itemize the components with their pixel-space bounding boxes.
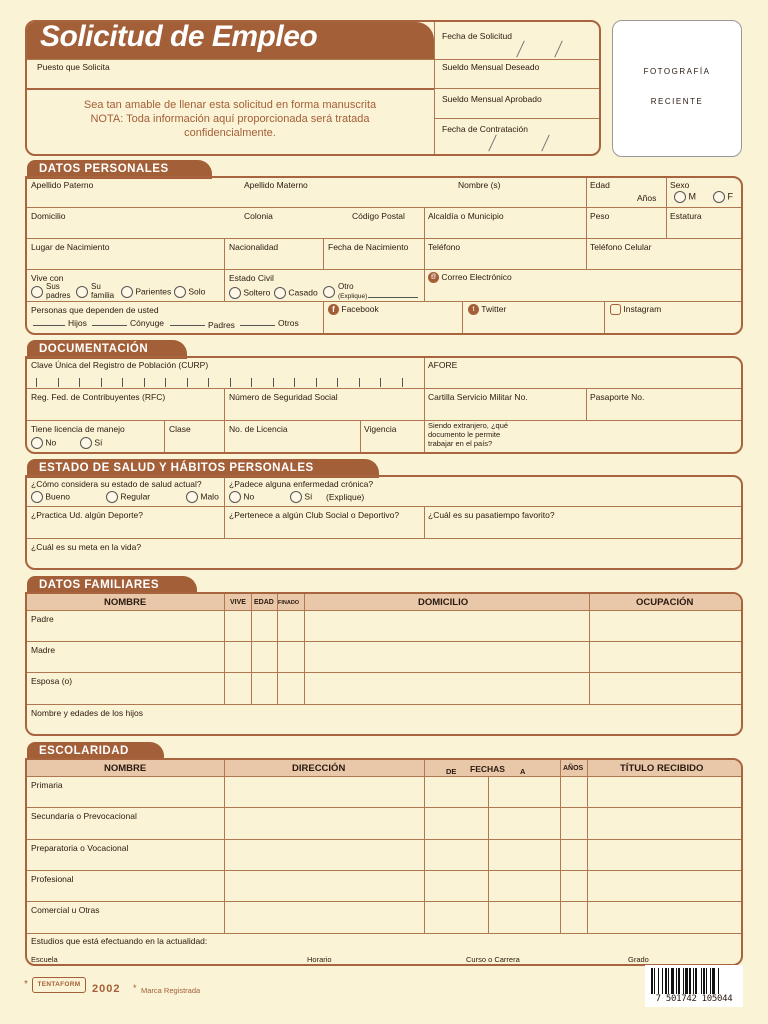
sexo-f-label: F (727, 191, 734, 202)
clase-label: Clase (169, 424, 191, 434)
note-line-1: Sea tan amable de llenar esta solicitud en forma manuscrita (83, 99, 377, 111)
curp-char-tick (101, 378, 102, 387)
curp-char-tick (316, 378, 317, 387)
star-icon: * (24, 979, 28, 990)
extranjero-line-2: documento le permite (428, 430, 501, 439)
sexo-f-option[interactable] (713, 191, 733, 203)
cronica-label: ¿Padece alguna enfermedad crónica? (229, 479, 374, 489)
extranjero-line-1: Siendo extranjero, ¿qué (428, 421, 509, 430)
cronica-si-option[interactable] (290, 491, 312, 503)
club-label: ¿Pertenece a algún Club Social o Deportivo? (229, 510, 400, 520)
vive-su-familia-option[interactable] (76, 282, 114, 300)
esc-col-nombre: NOMBRE (104, 763, 147, 774)
otro-option[interactable] (323, 282, 367, 301)
afore-label: AFORE (428, 360, 458, 370)
fecha-solicitud-label: Fecha de Solicitud (442, 31, 512, 41)
fam-row-padre: Padre (31, 614, 54, 624)
meta-label: ¿Cuál es su meta en la vida? (31, 542, 142, 552)
puesto-label: Puesto que Solicita (37, 62, 110, 72)
section-tab-documentacion: DOCUMENTACIÓN (27, 340, 187, 359)
star-icon: * (133, 983, 137, 993)
curp-char-tick (208, 378, 209, 387)
barcode-bar (671, 968, 674, 994)
pasaporte-label: Pasaporte No. (590, 392, 645, 402)
curp-char-tick (79, 378, 80, 387)
curp-field[interactable] (36, 377, 416, 387)
extranjero-label (428, 421, 508, 448)
barcode-bar (658, 968, 659, 994)
note-line-3: confidencialmente. (184, 127, 276, 139)
barcode-bar (668, 968, 669, 994)
otro-explique-label: (Explique) (338, 293, 368, 300)
barcode-bar (654, 968, 655, 994)
curp-char-tick (273, 378, 274, 387)
barcode-bar (695, 968, 697, 994)
sus-label: Sus (46, 282, 60, 291)
radio-icon (674, 191, 686, 203)
curp-char-tick (165, 378, 166, 387)
radio-icon (106, 491, 118, 503)
barcode-bar (683, 968, 684, 994)
apellido-paterno-label: Apellido Paterno (31, 180, 94, 190)
peso-label: Peso (590, 211, 610, 221)
barcode-bar (701, 968, 702, 994)
pasatiempo-label: ¿Cuál es su pasatiempo favorito? (428, 510, 555, 520)
barcode-bar (665, 968, 667, 994)
barcode-number: 7 501742 105044 (655, 994, 733, 1004)
correo-field[interactable] (428, 272, 512, 283)
facebook-icon: f (328, 304, 339, 315)
otros-label: Otros (278, 318, 299, 328)
instagram-label: Instagram (623, 304, 662, 314)
section-tab-escolaridad: ESCOLARIDAD (27, 742, 164, 761)
sueldo-aprobado-label: Sueldo Mensual Aprobado (442, 94, 542, 104)
instagram-field[interactable] (610, 304, 661, 315)
barcode-bar (678, 968, 680, 994)
marca-registrada: Marca Registrada (141, 986, 201, 995)
licencia-no-label: No (45, 437, 57, 448)
lugar-nacimiento-label: Lugar de Nacimiento (31, 242, 110, 252)
conyuge-label: Cónyuge (130, 318, 165, 328)
fam-row-esposa: Esposa (o) (31, 676, 73, 686)
documentacion-box (25, 356, 743, 454)
esc-col-a: A (520, 767, 526, 776)
curp-char-tick (294, 378, 295, 387)
radio-icon (31, 437, 43, 449)
sexo-m-label: M (688, 191, 697, 202)
curp-label: Clave Única del Registro de Población (CURP) (31, 360, 209, 370)
correo-label: Correo Electrónico (441, 272, 512, 282)
telefono-label: Teléfono (428, 242, 461, 252)
horario-label: Horario (307, 955, 332, 964)
barcode-bar (651, 968, 653, 994)
esc-col-anos: AÑOS (563, 765, 584, 772)
edad-label: Edad (590, 180, 610, 190)
bueno-label: Bueno (45, 491, 70, 502)
twitter-field[interactable] (468, 304, 506, 315)
apellido-materno-label: Apellido Materno (244, 180, 308, 190)
sexo-label: Sexo (670, 180, 690, 190)
curp-char-tick (122, 378, 123, 387)
radio-icon (31, 491, 43, 503)
esc-row-comercial: Comercial u Otras (31, 905, 100, 915)
radio-icon (31, 286, 43, 298)
twitter-label: Twitter (481, 304, 507, 314)
curp-char-tick (58, 378, 59, 387)
cronica-no-label: No (243, 491, 255, 502)
footer-year: 2002 (92, 983, 121, 995)
licencia-si-label: Sí (94, 437, 103, 448)
curp-char-tick (380, 378, 381, 387)
no-licencia-label: No. de Licencia (229, 424, 288, 434)
email-icon: @ (428, 272, 439, 283)
nacionalidad-label: Nacionalidad (229, 242, 279, 252)
barcode-bar (718, 968, 719, 994)
telefono-celular-label: Teléfono Celular (590, 242, 652, 252)
instructions-note (40, 98, 420, 140)
licencia-no-option[interactable] (31, 437, 56, 449)
esc-row-preparatoria: Preparatoria o Vocacional (31, 843, 129, 853)
rfc-label: Reg. Fed. de Contribuyentes (RFC) (31, 392, 166, 402)
radio-icon (323, 286, 335, 298)
sueldo-deseado-label: Sueldo Mensual Deseado (442, 62, 540, 72)
nombre-label: Nombre (s) (458, 180, 501, 190)
fam-col-ocupacion: OCUPACIÓN (636, 597, 694, 608)
radio-icon (80, 437, 92, 449)
soltero-option[interactable] (229, 287, 270, 299)
fam-hijos-label: Nombre y edades de los hijos (31, 708, 143, 718)
vive-sus-padres-option[interactable] (31, 282, 70, 300)
padres-dep-label: Padres (208, 320, 235, 330)
vigencia-label: Vigencia (364, 424, 397, 434)
barcode-bar (710, 968, 711, 994)
alcaldia-label: Alcaldía o Municipio (428, 211, 504, 221)
fam-col-domicilio: DOMICILIO (418, 597, 469, 608)
fam-col-vive: VIVE (230, 599, 246, 606)
fam-col-finado: FINADO (278, 600, 300, 606)
curp-char-tick (187, 378, 188, 387)
salud-box (25, 475, 743, 570)
casado-label: Casado (288, 287, 318, 298)
estudios-actuales-label: Estudios que está efectuando en la actualidad: (31, 936, 208, 946)
barcode-bar (689, 968, 691, 994)
extranjero-line-3: trabajar en el país? (428, 439, 493, 448)
facebook-label: Facebook (341, 304, 379, 314)
brand-logo (32, 977, 86, 993)
salud-malo-option[interactable] (186, 491, 219, 503)
vive-con-label: Vive con (31, 273, 64, 283)
su-label: Su (91, 282, 101, 291)
esc-col-direccion: DIRECCIÓN (292, 763, 346, 774)
instagram-icon (610, 304, 621, 315)
barcode (645, 965, 743, 1007)
esc-row-secundaria: Secundaria o Prevocacional (31, 811, 137, 821)
vive-solo-option[interactable] (174, 286, 205, 298)
esc-col-de: DE (446, 767, 457, 776)
salud-estado-label: ¿Cómo considera su estado de salud actual? (31, 479, 202, 489)
colonia-label: Colonia (244, 211, 273, 221)
cronica-si-label: Sí (304, 491, 313, 502)
vive-parientes-option[interactable] (121, 286, 171, 298)
radio-icon (713, 191, 725, 203)
barcode-bar (693, 968, 694, 994)
section-tab-familiares: DATOS FAMILIARES (27, 576, 197, 595)
barcode-bar (662, 968, 663, 994)
esc-row-primaria: Primaria (31, 780, 63, 790)
curp-char-tick (337, 378, 338, 387)
photo-label-2: RECIENTE (650, 97, 704, 106)
barcode-bar (685, 968, 688, 994)
codigo-postal-label: Código Postal (352, 211, 405, 221)
radio-icon (229, 491, 241, 503)
photo-label-1: FOTOGRAFÍA (643, 67, 711, 76)
parientes-label: Parientes (135, 286, 172, 297)
escuela-label: Escuela (31, 955, 58, 964)
curp-char-tick (359, 378, 360, 387)
cronica-no-option[interactable] (229, 491, 254, 503)
puesto-field[interactable] (120, 60, 430, 86)
cronica-explique-label: (Explique) (326, 492, 365, 502)
fecha-contratacion-label: Fecha de Contratación (442, 124, 528, 134)
radio-icon (174, 286, 186, 298)
hijos-label: Hijos (68, 318, 87, 328)
padres-label: padres (46, 291, 71, 300)
esc-row-profesional: Profesional (31, 874, 74, 884)
fam-col-edad: EDAD (254, 599, 274, 606)
radio-icon (290, 491, 302, 503)
nss-label: Número de Seguridad Social (229, 392, 338, 402)
form-title: Solicitud de Empleo (40, 20, 318, 53)
regular-label: Regular (120, 491, 151, 502)
barcode-bar (706, 968, 707, 994)
anos-label: Años (637, 193, 657, 203)
curp-char-tick (36, 378, 37, 387)
curso-label: Curso o Carrera (466, 955, 520, 964)
section-tab-personales: DATOS PERSONALES (27, 160, 212, 179)
radio-icon (186, 491, 198, 503)
casado-option[interactable] (274, 287, 318, 299)
barcode-bar (703, 968, 705, 994)
curp-char-tick (251, 378, 252, 387)
soltero-label: Soltero (243, 287, 271, 298)
deporte-label: ¿Practica Ud. algún Deporte? (31, 510, 143, 520)
radio-icon (229, 287, 241, 299)
radio-icon (76, 286, 88, 298)
curp-char-tick (230, 378, 231, 387)
estatura-label: Estatura (670, 211, 702, 221)
fam-row-madre: Madre (31, 645, 56, 655)
barcode-bar (712, 968, 715, 994)
fecha-nacimiento-label: Fecha de Nacimiento (328, 242, 409, 252)
grado-label: Grado (628, 955, 649, 964)
twitter-icon: t (468, 304, 479, 315)
salud-regular-option[interactable] (106, 491, 150, 503)
licencia-label: Tiene licencia de manejo (31, 424, 125, 434)
brand-logo-text: TENTAFORM (37, 981, 81, 988)
estado-civil-label: Estado Civil (229, 273, 274, 283)
sexo-m-option[interactable] (674, 191, 696, 203)
escolaridad-box (25, 758, 743, 966)
radio-icon (274, 287, 286, 299)
curp-char-tick (144, 378, 145, 387)
esc-col-titulo: TÍTULO RECIBIDO (620, 763, 704, 774)
salud-bueno-option[interactable] (31, 491, 70, 503)
esc-col-fechas: FECHAS (470, 764, 505, 774)
familia-label: familia (91, 291, 115, 300)
fam-col-nombre: NOMBRE (104, 597, 147, 608)
note-line-2: NOTA: Toda información aquí proporcionada será tratada (90, 113, 370, 125)
otro-label: Otro (338, 282, 354, 291)
domicilio-label: Domicilio (31, 211, 66, 221)
dependen-label: Personas que dependen de usted (31, 305, 159, 315)
licencia-si-option[interactable] (80, 437, 102, 449)
photo-box[interactable] (612, 20, 742, 157)
solo-label: Solo (188, 286, 206, 297)
barcode-bar (676, 968, 677, 994)
radio-icon (121, 286, 133, 298)
curp-char-tick (402, 378, 403, 387)
cartilla-label: Cartilla Servicio Militar No. (428, 392, 528, 402)
malo-label: Malo (200, 491, 219, 502)
facebook-field[interactable] (328, 304, 379, 315)
section-tab-salud: ESTADO DE SALUD Y HÁBITOS PERSONALES (27, 459, 379, 478)
